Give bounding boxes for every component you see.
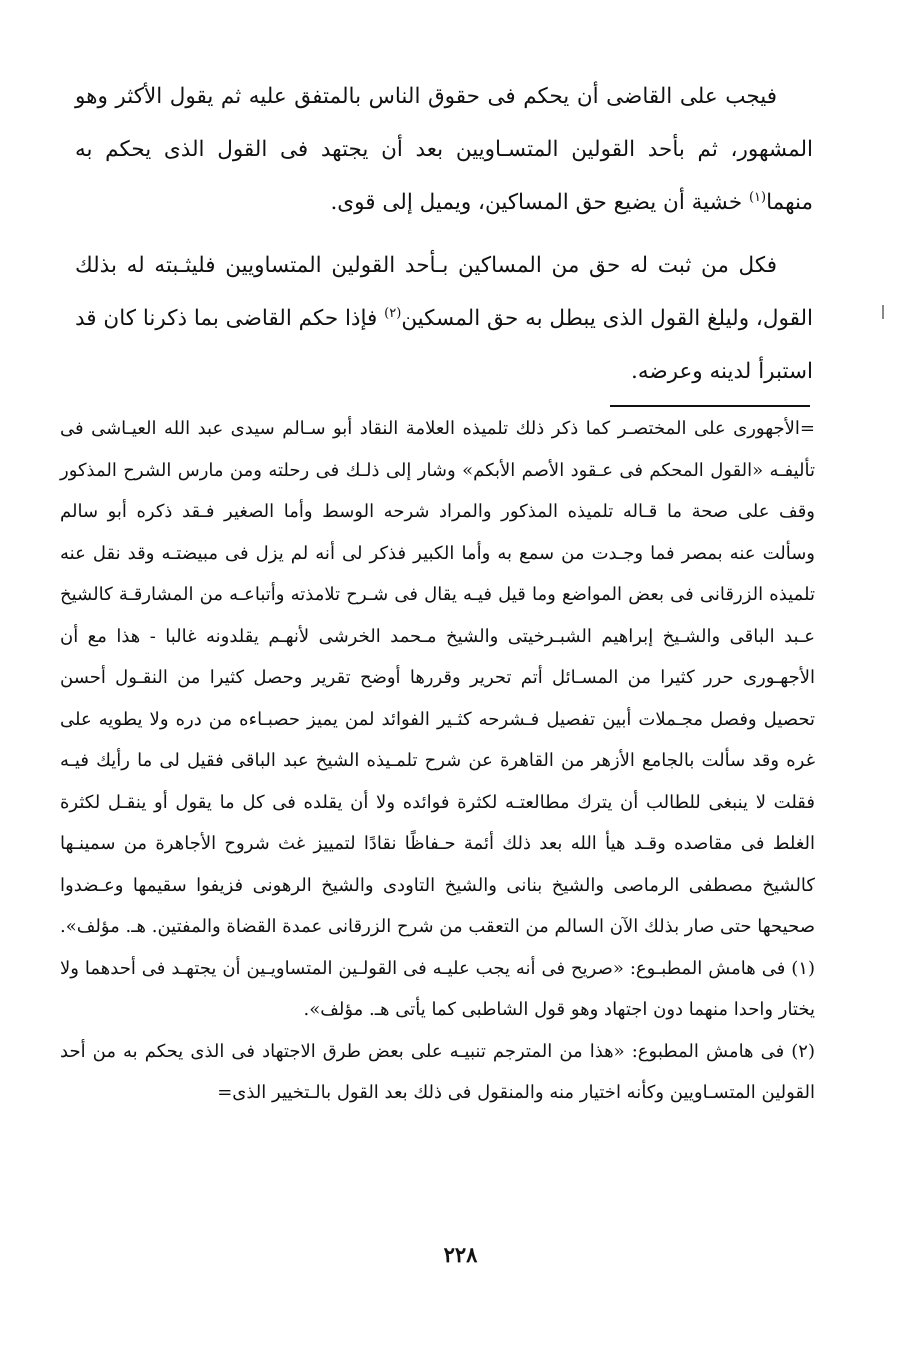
paragraph-2 [75,239,813,398]
footnote-1: (١) فى هامش المطبـوع: «صريح فى أنه يجب عليـه فى القولـين المتساويـين أن يجتهـد فى أحدهما ولا يختار واحدا منهما دون اجتهاد وهو قول الشاطبى كما يأتى هـ. مؤلف». [60,957,815,1020]
footnote-ref-1: (١) [748,189,767,205]
margin-mark [882,305,884,319]
footnote-2: (٢) فى هامش المطبوع: «هذا من المترجم تنبيـه على بعض طرق الاجتهاد فى الذى يحكم به من أحد القولين المتسـاويين وكأنه اختيار منه والمنقول فى ذلك بعد القول بالـتخيير الذى= [60,1040,815,1103]
paragraph-2-text-cont: فإذا حكم القاضى بما ذكرنا كان قد استبرأ لدينه وعرضه. [75,306,813,384]
page-number: ٢٢٨ [443,1242,478,1267]
footnote-continued: =الأجهورى على المختصـر كما ذكر ذلك تلميذه العلامة النقاد أبو سـالم سيدى عبد الله العيـاشى فى تأليفـه «القول المحكم فى عـقود الأصم الأبكم» وشار إلى ذلـك فى رحلته ومن مارس الشرح المذكور وقف على صحة ما قـاله تلميذه المذكور والمراد شرحه الوسط وأما الصغير فـقد ذكره أبو سالم وسألت عنه بمصر فما وجـدت من سمع به وأما الكبير فذكر لى أنه لم يزل فى مبيضتـه وقد نقل عنه تلميذه الزرقانى فى بعض المواضع وما قيل فيـه يقال فى شـرح تلامذته وأتباعـه من المشارقـة كالشيخ عـبد الباقى والشـيخ إبراهيم الشبـرخيتى والشيخ مـحمد الخرشى لأنهـم يقلدونه غالبا - هذا مع أن الأجهـورى حرر كثيرا من المسـائل أتم تحرير وقررها أوضح تقرير وحصل كثيرا من النقـول أحسن تحصيل وفصل مجـملات أبين تفصيل فـشرحه كثـير الفوائد لمن يميز حصبـاءه من دره ولا يطويه على غره وقد سألت بالجامع الأزهر من القاهرة عن شرح تلمـيذه الشيخ عبد الباقى فقيل لى ما رأيك فيـه فقلت لا ينبغى للطالب أن يترك مطالعتـه لكثرة فوائده ولا أن يقلده فى كل ما يقول أو ينقـل لكثرة الغلط فى مقاصده وقـد هيأ الله بعد ذلك أئمة حـفاظًا نقادًا لتمييز غث شروح الأجاهرة من سمينـها كالشيخ مصطفى الرماصى والشيخ بنانى والشيخ التاودى والشيخ الرهونى فزيفوا سقيمها وعـضدوا صحيحها حتى صار بذلك الآن السالم من التعقب من شرح الزرقانى عمدة القضاة والمفتين. هـ. مؤلف». [60,418,815,937]
paragraph-1-text: فيجب على القاضى أن يحكم فى حقوق الناس بالمتفق عليه ثم يقول الأكثر وهو المشهور، ثم بأحد القولين المتسـاويين بعد أن يجتهد فى القول الذى يحكم به منهما [75,84,813,215]
footnote-ref-2: (٢) [384,305,402,321]
footnotes [60,408,815,1114]
paragraph-1-text-cont: خشية أن يضيع حق المساكين، ويميل إلى قوى. [330,190,749,215]
footnote-separator [610,405,810,407]
main-text [75,70,813,408]
paragraph-2-text: فكل من ثبت له حق من المساكين بـأحد القولين المتساويين فليثـبته له بذلك القول، وليلغ القول الذى يبطل به حق المسكين [75,253,813,331]
paragraph-1 [75,70,813,229]
